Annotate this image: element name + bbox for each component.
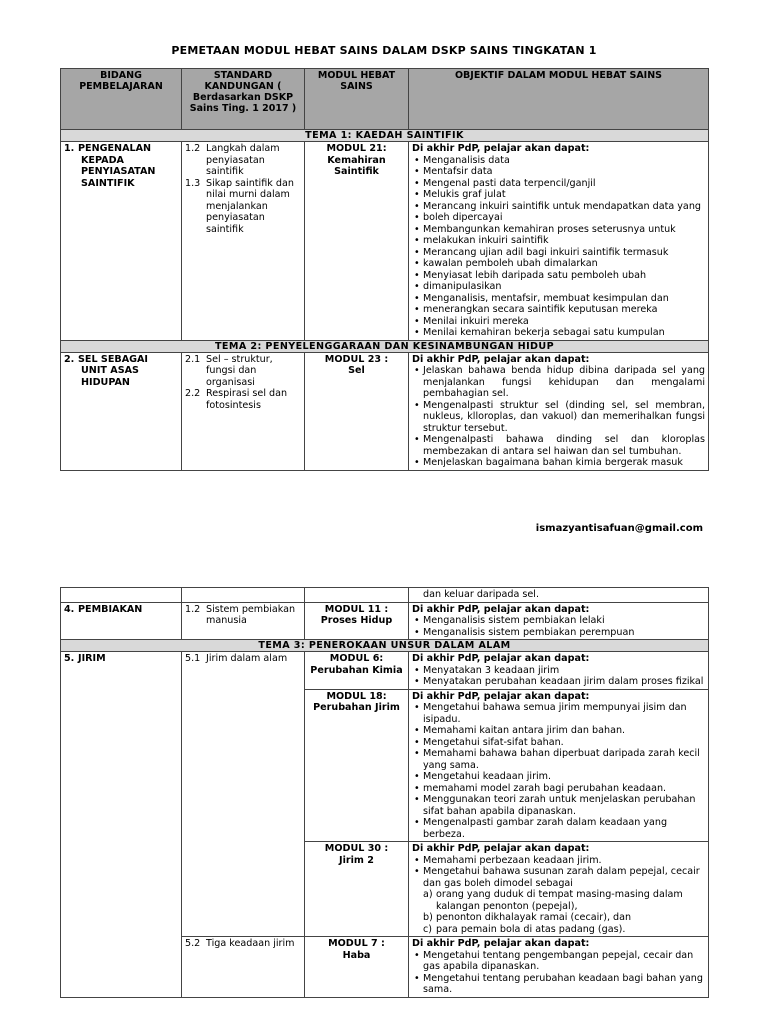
bidang-number: 4. [64, 603, 75, 615]
sublist-letter: a) [423, 889, 433, 900]
modul-cell [305, 602, 409, 640]
standard-cell [182, 352, 305, 470]
list-item: • Menganalisis sistem pembiakan perempuan [412, 627, 705, 639]
standard-item [185, 938, 301, 950]
standard-number: 1.2 [185, 143, 201, 154]
bidang-cell [61, 588, 182, 603]
modul-code: MODUL 18: [326, 690, 387, 702]
objektif-cell [409, 142, 709, 341]
list-item: • Merancang ujian adil bagi inkuiri saintifik termasuk [412, 247, 705, 259]
list-item: • Mengenal pasti data terpencil/ganjil [412, 178, 705, 190]
header-objektif: OBJEKTIF DALAM MODUL HEBAT SAINS [409, 69, 709, 130]
bidang-number: 5. [64, 653, 75, 664]
list-item: • memahami model zarah bagi perubahan keadaan. [412, 783, 705, 795]
standard-text: Sel – struktur, fungsi dan organisasi [206, 353, 273, 388]
objektif-cell [409, 842, 709, 937]
objektif-cell [409, 937, 709, 998]
header-bidang: BIDANG PEMBELAJARAN [61, 69, 182, 130]
list-item: • Menyatakan 3 keadaan jirim [412, 665, 705, 677]
objektif-list [412, 855, 705, 890]
modul-code: MODUL 6: [329, 653, 384, 664]
modul-cell [305, 842, 409, 937]
objektif-sublist [412, 889, 705, 935]
mapping-table-page-1 [60, 68, 709, 471]
standard-text: Jirim dalam alam [206, 653, 288, 664]
modul-name: Proses Hidup [320, 615, 393, 626]
objektif-cell [409, 602, 709, 640]
modul-code: MODUL 23 : [324, 353, 389, 365]
page-title: PEMETAAN MODUL HEBAT SAINS DALAM DSKP SAINS TINGKATAN 1 [171, 44, 597, 57]
modul-name: Kemahiran Saintifik [327, 154, 386, 177]
modul-cell [305, 142, 409, 341]
standard-text: Langkah dalam penyiasatan saintifik [206, 143, 280, 177]
standard-text: Sistem pembiakan manusia [206, 603, 296, 626]
sublist-item [423, 924, 705, 936]
modul-cell [305, 689, 409, 842]
table-row [61, 352, 709, 470]
standard-text: Respirasi sel dan fotosintesis [206, 388, 288, 411]
objektif-lead: Di akhir PdP, pelajar akan dapat: [412, 603, 590, 615]
standard-number: 5.2 [185, 938, 201, 949]
list-item: • Mengetahui bahawa semua jirim mempunyai jisim dan isipadu. [412, 702, 705, 725]
mapping-table-page-2 [60, 587, 709, 998]
list-item: • melakukan inkuiri saintifik [412, 235, 705, 247]
list-item: • Menjelaskan bagaimana bahan kimia bergerak masuk [412, 457, 705, 469]
tema-row [61, 340, 709, 352]
list-item: • Mengetahui bahawa susunan zarah dalam pepejal, cecair dan gas boleh dimodel sebagai [412, 866, 705, 889]
modul-cell [305, 352, 409, 470]
list-item: • Mengenalpasti struktur sel (dinding sel, sel membran, nukleus, klloroplas, dan vakuol) dan memerihalkan fungsi struktur tersebut. [412, 400, 705, 435]
objektif-lead: Di akhir PdP, pelajar akan dapat: [412, 690, 590, 702]
list-item: • Menggunakan teori zarah untuk menjelaskan perubahan sifat bahan apabila dipanaskan. [412, 794, 705, 817]
list-item: • Mengetahui keadaan jirim. [412, 771, 705, 783]
list-item: • Menganalisis sistem pembiakan lelaki [412, 615, 705, 627]
modul-cell [305, 652, 409, 690]
bidang-cell [61, 352, 182, 470]
modul-code: MODUL 7 : [328, 938, 385, 949]
sublist-item [423, 912, 705, 924]
objektif-lead: Di akhir PdP, pelajar akan dapat: [412, 653, 590, 664]
list-item: • Mengetahui sifat-sifat bahan. [412, 737, 705, 749]
list-item: • Menilai inkuiri mereka [412, 316, 705, 328]
bidang-number: 2. [64, 353, 75, 365]
tema-row [61, 640, 709, 652]
objektif-list [412, 950, 705, 996]
objektif-cell [409, 689, 709, 842]
sublist-text: para pemain bola di atas padang (gas). [436, 923, 626, 935]
list-item: • Menyiasat lebih daripada satu pemboleh ubah [412, 270, 705, 282]
objektif-list [412, 155, 705, 339]
table-row [61, 602, 709, 640]
header-standard: STANDARD KANDUNGAN ( Berdasarkan DSKP Sains Ting. 1 2017 ) [182, 69, 305, 130]
sublist-letter: b) [423, 912, 433, 923]
modul-name: Haba [342, 949, 371, 961]
sublist-letter: c) [423, 923, 433, 935]
table-row [61, 588, 709, 603]
list-item: • Memahami bahawa bahan diperbuat daripada zarah kecil yang sama. [412, 748, 705, 771]
standard-number: 2.1 [185, 353, 201, 365]
list-item: • Mentafsir data [412, 166, 705, 178]
modul-name: Sel [348, 365, 365, 376]
bidang-cell [61, 602, 182, 640]
list-item: • kawalan pemboleh ubah dimalarkan [412, 258, 705, 270]
sublist-text: orang yang duduk di tempat masing-masing dalam kalangan penonton (pepejal), [436, 889, 683, 912]
bidang-label-cont: UNIT ASAS HIDUPAN [81, 365, 139, 388]
sublist-text: penonton dikhalayak ramai (cecair), dan [436, 912, 632, 923]
objektif-list [412, 365, 705, 469]
modul-code: MODUL 21: [326, 143, 387, 154]
list-item: • Mengenalpasti gambar zarah dalam keadaan yang berbeza. [412, 817, 705, 840]
list-item: • Jelaskan bahawa benda hidup dibina daripada sel yang menjalankan fungsi kehidupan dan mengalami pembahagian sel. [412, 365, 705, 400]
header-row [61, 69, 709, 130]
bidang-label: JIRIM [78, 653, 106, 664]
sublist-item [423, 889, 705, 912]
objektif-lead: Di akhir PdP, pelajar akan dapat: [412, 143, 590, 154]
standard-text: Sikap saintifik dan nilai murni dalam menjalankan penyiasatan saintifik [206, 177, 294, 235]
list-item: • Merancang inkuiri saintifik untuk mendapatkan data yang [412, 201, 705, 213]
modul-cell [305, 937, 409, 998]
modul-cell [305, 588, 409, 603]
standard-cell [182, 142, 305, 341]
standard-item [185, 653, 301, 665]
standard-item [185, 178, 301, 236]
standard-item [185, 354, 301, 389]
objektif-continuation: dan keluar daripada sel. [409, 588, 709, 603]
standard-item [185, 388, 301, 411]
header-modul: MODUL HEBAT SAINS [305, 69, 409, 130]
tema-2-label: TEMA 2: PENYELENGGARAAN DAN KESINAMBUNGAN HIDUP [61, 340, 709, 352]
list-item: • Memahami perbezaan keadaan jirim. [412, 855, 705, 867]
standard-cell [182, 588, 305, 603]
table-row [61, 652, 709, 690]
modul-name: Perubahan Jirim [313, 702, 400, 713]
objektif-list [412, 702, 705, 840]
tema-row [61, 130, 709, 142]
objektif-list [412, 665, 705, 688]
bidang-cell [61, 652, 182, 998]
standard-cell [182, 937, 305, 998]
bidang-label: SEL SEBAGAI [78, 353, 148, 365]
objektif-lead: Di akhir PdP, pelajar akan dapat: [412, 843, 590, 854]
list-item: • Melukis graf julat [412, 189, 705, 201]
standard-cell [182, 602, 305, 640]
objektif-lead: Di akhir PdP, pelajar akan dapat: [412, 938, 590, 949]
modul-code: MODUL 11 : [324, 603, 389, 615]
list-item: • Menilai kemahiran bekerja sebagai satu kumpulan [412, 327, 705, 339]
author-email: ismazyantisafuan@gmail.com [535, 523, 703, 534]
list-item: • boleh dipercayai [412, 212, 705, 224]
list-item: • Menganalisis data [412, 155, 705, 167]
list-item: • Mengenalpasti bahawa dinding sel dan kloroplas membezakan di antara sel haiwan dan sel tumbuhan. [412, 434, 705, 457]
standard-cell [182, 652, 305, 937]
modul-name: Jirim 2 [339, 854, 374, 866]
list-item: • Menyatakan perubahan keadaan jirim dalam proses fizikal [412, 676, 705, 688]
standard-item [185, 604, 301, 627]
bidang-cell [61, 142, 182, 341]
objektif-lead: Di akhir PdP, pelajar akan dapat: [412, 353, 590, 365]
objektif-cell [409, 352, 709, 470]
list-item: • Menganalisis, mentafsir, membuat kesimpulan dan [412, 293, 705, 305]
objektif-cell [409, 652, 709, 690]
bidang-label: PEMBIAKAN [78, 603, 143, 615]
modul-name: Perubahan Kimia [310, 664, 403, 676]
standard-text: Tiga keadaan jirim [206, 938, 295, 949]
standard-number: 1.2 [185, 603, 201, 615]
standard-item [185, 143, 301, 178]
list-item: • Memahami kaitan antara jirim dan bahan. [412, 725, 705, 737]
objektif-list [412, 615, 705, 638]
tema-3-label: TEMA 3: PENEROKAAN UNSUR DALAM ALAM [61, 640, 709, 652]
modul-code: MODUL 30 : [324, 843, 389, 854]
standard-number: 2.2 [185, 388, 201, 399]
bidang-label: PENGENALAN [78, 143, 152, 154]
list-item: • Membangunkan kemahiran proses seterusnya untuk [412, 224, 705, 236]
bidang-label-cont: KEPADA PENYIASATAN SAINTIFIK [81, 154, 156, 189]
standard-number: 1.3 [185, 177, 201, 189]
table-row [61, 142, 709, 341]
list-item: • Mengetahui tentang pengembangan pepejal, cecair dan gas apabila dipanaskan. [412, 950, 705, 973]
standard-number: 5.1 [185, 653, 201, 664]
tema-1-label: TEMA 1: KAEDAH SAINTIFIK [61, 130, 709, 142]
list-item: • menerangkan secara saintifik keputusan mereka [412, 304, 705, 316]
list-item: • dimanipulasikan [412, 281, 705, 293]
list-item: • Mengetahui tentang perubahan keadaan bagi bahan yang sama. [412, 973, 705, 996]
bidang-number: 1. [64, 143, 75, 154]
